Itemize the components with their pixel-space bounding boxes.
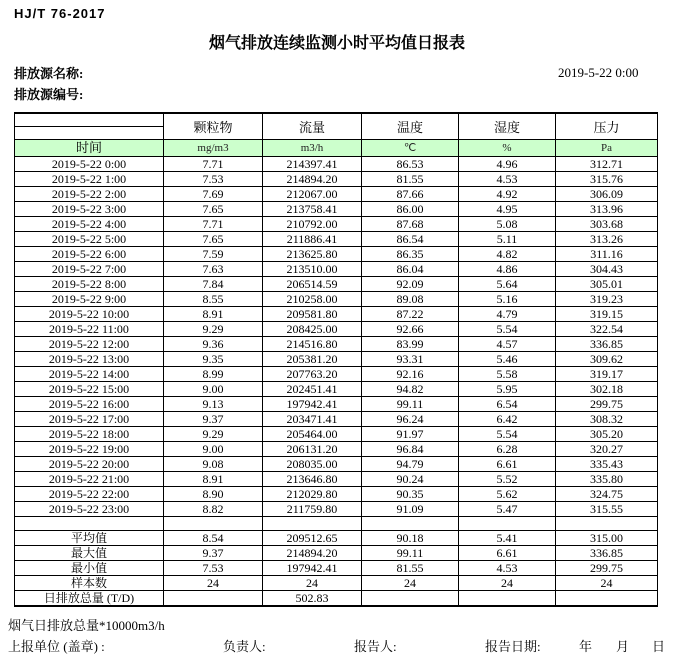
value-cell: 4.79 [459,306,556,321]
value-cell: 313.26 [556,231,658,246]
value-cell: 86.54 [362,231,459,246]
value-cell: 213625.80 [263,246,362,261]
table-row [15,456,658,471]
value-cell: 320.27 [556,441,658,456]
table-row [15,486,658,501]
table-row [15,231,658,246]
header-row-top [15,113,658,126]
value-cell: 24 [459,575,556,590]
value-cell: 308.32 [556,411,658,426]
value-cell: 207763.20 [263,366,362,381]
value-cell: 213758.41 [263,201,362,216]
value-cell: 205464.00 [263,426,362,441]
value-cell: 8.99 [164,366,263,381]
value-cell: 9.37 [164,411,263,426]
time-cell: 2019-5-22 16:00 [15,396,164,411]
monitoring-table [14,112,658,607]
time-header: 时间 [15,139,164,156]
value-cell: 313.96 [556,201,658,216]
report-date-label: 报告日期: [485,639,541,654]
value-cell: 86.04 [362,261,459,276]
value-cell: 96.84 [362,441,459,456]
time-cell: 2019-5-22 14:00 [15,366,164,381]
value-cell: 502.83 [263,590,362,606]
month-label: 月 [616,639,630,654]
table-row [15,545,658,560]
value-cell: 7.59 [164,246,263,261]
table-row [15,366,658,381]
value-cell: 96.24 [362,411,459,426]
value-cell: 5.46 [459,351,556,366]
time-cell: 2019-5-22 2:00 [15,186,164,201]
value-cell: 336.85 [556,545,658,560]
time-cell: 2019-5-22 12:00 [15,336,164,351]
value-cell: 24 [164,575,263,590]
value-cell: 9.13 [164,396,263,411]
spacer-section [15,516,658,530]
value-cell: 86.53 [362,156,459,171]
value-cell: 5.41 [459,530,556,545]
table-row [15,156,658,171]
table-row [15,471,658,486]
value-cell: 312.71 [556,156,658,171]
summary-label-cell: 最大值 [15,545,164,560]
value-cell: 90.24 [362,471,459,486]
time-cell: 2019-5-22 8:00 [15,276,164,291]
value-cell: 9.00 [164,381,263,396]
value-cell: 7.69 [164,186,263,201]
value-cell: 8.90 [164,486,263,501]
spacer-cell [556,516,658,530]
table-row [15,381,658,396]
value-cell: 91.09 [362,501,459,516]
value-cell: 92.09 [362,276,459,291]
time-cell: 2019-5-22 9:00 [15,291,164,306]
time-cell: 2019-5-22 1:00 [15,171,164,186]
value-cell: 315.55 [556,501,658,516]
value-cell: 99.11 [362,545,459,560]
time-cell: 2019-5-22 10:00 [15,306,164,321]
value-cell: 303.68 [556,216,658,231]
value-cell: 7.63 [164,261,263,276]
report-datetime: 2019-5-22 0:00 [558,65,639,80]
time-cell: 2019-5-22 13:00 [15,351,164,366]
value-cell: 205381.20 [263,351,362,366]
value-cell: 6.54 [459,396,556,411]
value-cell: 7.65 [164,201,263,216]
table-row [15,396,658,411]
value-cell: 212029.80 [263,486,362,501]
value-cell: 5.47 [459,501,556,516]
value-cell: 4.82 [459,246,556,261]
value-cell: 197942.41 [263,560,362,575]
value-cell [164,590,263,606]
value-cell: 309.62 [556,351,658,366]
value-cell: 6.28 [459,441,556,456]
value-cell: 208035.00 [263,456,362,471]
spacer-cell [459,516,556,530]
value-cell: 81.55 [362,171,459,186]
unit-humidity: % [459,139,556,156]
unit-temperature: ℃ [362,139,459,156]
value-cell: 304.43 [556,261,658,276]
value-cell: 9.29 [164,321,263,336]
value-cell: 335.43 [556,456,658,471]
value-cell: 7.65 [164,231,263,246]
time-cell: 2019-5-22 6:00 [15,246,164,261]
summary-label-cell: 最小值 [15,560,164,575]
time-cell: 2019-5-22 15:00 [15,381,164,396]
responsible-label: 负责人: [223,639,266,654]
value-cell: 213646.80 [263,471,362,486]
value-cell: 93.31 [362,351,459,366]
table-row [15,426,658,441]
table-row [15,276,658,291]
value-cell: 7.71 [164,216,263,231]
summary-label-cell: 日排放总量 (T/D) [15,590,164,606]
value-cell: 8.91 [164,471,263,486]
value-cell: 9.36 [164,336,263,351]
time-header-bottom-cell [15,126,164,139]
unit-flow: m3/h [263,139,362,156]
value-cell: 319.15 [556,306,658,321]
time-cell: 2019-5-22 17:00 [15,411,164,426]
value-cell: 5.52 [459,471,556,486]
value-cell: 214894.20 [263,171,362,186]
table-row [15,336,658,351]
value-cell: 5.58 [459,366,556,381]
value-cell: 213510.00 [263,261,362,276]
value-cell: 211886.41 [263,231,362,246]
value-cell: 324.75 [556,486,658,501]
value-cell: 5.08 [459,216,556,231]
value-cell: 315.00 [556,530,658,545]
value-cell: 9.08 [164,456,263,471]
table-row [15,321,658,336]
table-row [15,530,658,545]
table-row [15,291,658,306]
value-cell: 8.54 [164,530,263,545]
table-row [15,575,658,590]
column-header-particulate: 颗粒物 [164,113,263,139]
value-cell: 86.00 [362,201,459,216]
year-label: 年 [579,639,593,654]
value-cell: 87.66 [362,186,459,201]
value-cell: 4.53 [459,560,556,575]
value-cell: 305.01 [556,276,658,291]
value-cell: 94.79 [362,456,459,471]
time-cell: 2019-5-22 5:00 [15,231,164,246]
value-cell: 335.80 [556,471,658,486]
time-cell: 2019-5-22 21:00 [15,471,164,486]
value-cell: 91.97 [362,426,459,441]
value-cell: 210258.00 [263,291,362,306]
reporter-label: 报告人: [354,639,397,654]
table-row [15,186,658,201]
value-cell: 6.42 [459,411,556,426]
table-header [15,113,658,156]
table-row [15,306,658,321]
value-cell: 86.35 [362,246,459,261]
column-header-pressure: 压力 [556,113,658,139]
column-header-humidity: 湿度 [459,113,556,139]
value-cell: 5.16 [459,291,556,306]
value-cell: 5.95 [459,381,556,396]
table-row [15,411,658,426]
value-cell: 299.75 [556,560,658,575]
day-label: 日 [652,639,666,654]
footer-note: 烟气日排放总量*10000m3/h [8,618,165,633]
value-cell: 24 [362,575,459,590]
value-cell: 8.55 [164,291,263,306]
value-cell: 4.92 [459,186,556,201]
value-cell: 311.16 [556,246,658,261]
summary-label-cell: 样本数 [15,575,164,590]
value-cell: 5.64 [459,276,556,291]
value-cell: 202451.41 [263,381,362,396]
value-cell: 90.18 [362,530,459,545]
standard-code: HJ/T 76-2017 [14,6,106,21]
value-cell: 203471.41 [263,411,362,426]
value-cell: 214397.41 [263,156,362,171]
value-cell: 92.16 [362,366,459,381]
value-cell: 83.99 [362,336,459,351]
table-row [15,216,658,231]
report-unit-label: 上报单位 (盖章) : [8,639,105,654]
value-cell: 212067.00 [263,186,362,201]
value-cell: 211759.80 [263,501,362,516]
time-cell: 2019-5-22 18:00 [15,426,164,441]
value-cell: 87.68 [362,216,459,231]
value-cell: 214894.20 [263,545,362,560]
value-cell [459,590,556,606]
value-cell: 81.55 [362,560,459,575]
value-cell: 319.23 [556,291,658,306]
column-header-temperature: 温度 [362,113,459,139]
value-cell: 336.85 [556,336,658,351]
time-cell: 2019-5-22 11:00 [15,321,164,336]
value-cell: 8.82 [164,501,263,516]
value-cell: 4.96 [459,156,556,171]
time-header-top-cell [15,113,164,126]
value-cell: 87.22 [362,306,459,321]
value-cell: 99.11 [362,396,459,411]
value-cell: 94.82 [362,381,459,396]
time-cell: 2019-5-22 4:00 [15,216,164,231]
unit-pressure: Pa [556,139,658,156]
data-rows [15,156,658,516]
value-cell [362,590,459,606]
value-cell: 7.71 [164,156,263,171]
value-cell: 6.61 [459,456,556,471]
value-cell: 305.20 [556,426,658,441]
table-row [15,201,658,216]
value-cell: 4.57 [459,336,556,351]
spacer-row [15,516,658,530]
value-cell: 197942.41 [263,396,362,411]
value-cell: 9.35 [164,351,263,366]
value-cell: 9.00 [164,441,263,456]
value-cell: 8.91 [164,306,263,321]
spacer-cell [263,516,362,530]
value-cell: 299.75 [556,396,658,411]
value-cell: 306.09 [556,186,658,201]
value-cell: 209581.80 [263,306,362,321]
time-cell: 2019-5-22 20:00 [15,456,164,471]
table-row [15,590,658,606]
value-cell: 209512.65 [263,530,362,545]
value-cell: 315.76 [556,171,658,186]
table-row [15,351,658,366]
spacer-cell [164,516,263,530]
value-cell: 5.54 [459,426,556,441]
value-cell: 6.61 [459,545,556,560]
table-row [15,441,658,456]
time-cell: 2019-5-22 3:00 [15,201,164,216]
spacer-cell [362,516,459,530]
value-cell: 4.53 [459,171,556,186]
spacer-cell [15,516,164,530]
value-cell: 4.95 [459,201,556,216]
summary-label-cell: 平均值 [15,530,164,545]
value-cell: 322.54 [556,321,658,336]
table-row [15,246,658,261]
value-cell: 7.53 [164,171,263,186]
value-cell: 5.62 [459,486,556,501]
value-cell: 7.84 [164,276,263,291]
unit-particulate: mg/m3 [164,139,263,156]
time-cell: 2019-5-22 0:00 [15,156,164,171]
time-cell: 2019-5-22 23:00 [15,501,164,516]
page-title: 烟气排放连续监测小时平均值日报表 [208,35,465,52]
value-cell: 89.08 [362,291,459,306]
units-row [15,139,658,156]
time-cell: 2019-5-22 7:00 [15,261,164,276]
value-cell: 214516.80 [263,336,362,351]
table-row [15,261,658,276]
value-cell [556,590,658,606]
value-cell: 319.17 [556,366,658,381]
value-cell: 5.11 [459,231,556,246]
value-cell: 24 [556,575,658,590]
value-cell: 210792.00 [263,216,362,231]
value-cell: 206514.59 [263,276,362,291]
time-cell: 2019-5-22 22:00 [15,486,164,501]
value-cell: 5.54 [459,321,556,336]
table-row [15,501,658,516]
signature-row [0,636,674,654]
time-cell: 2019-5-22 19:00 [15,441,164,456]
value-cell: 7.53 [164,560,263,575]
value-cell: 24 [263,575,362,590]
source-code-label: 排放源编号: [14,87,84,102]
value-cell: 9.29 [164,426,263,441]
table-row [15,171,658,186]
source-name-label: 排放源名称: [14,66,84,81]
table-row [15,560,658,575]
value-cell: 208425.00 [263,321,362,336]
column-header-flow: 流量 [263,113,362,139]
value-cell: 9.37 [164,545,263,560]
summary-rows [15,530,658,606]
value-cell: 4.86 [459,261,556,276]
value-cell: 90.35 [362,486,459,501]
value-cell: 206131.20 [263,441,362,456]
value-cell: 302.18 [556,381,658,396]
value-cell: 92.66 [362,321,459,336]
